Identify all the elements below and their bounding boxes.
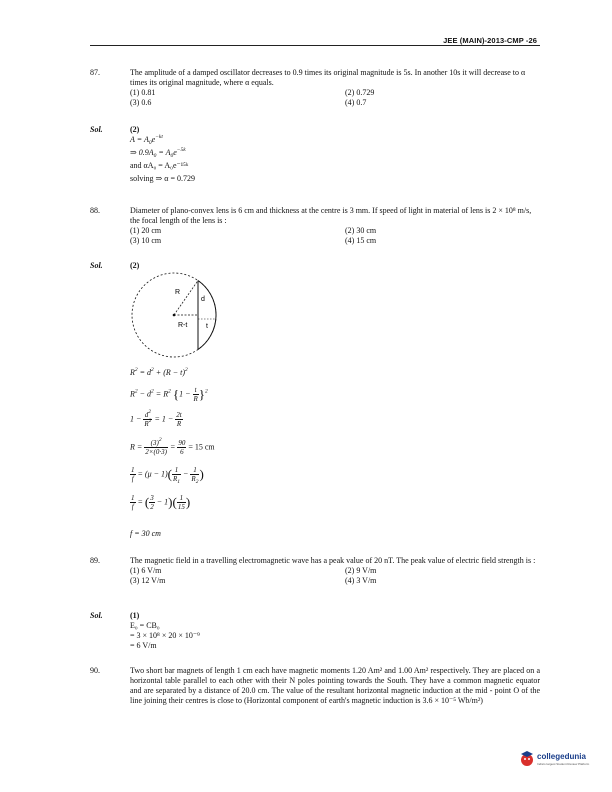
answer: (2)	[130, 125, 140, 134]
equation: $R^2 = d^2 + (R - t)^2$	[130, 367, 188, 377]
answer: (2)	[130, 261, 140, 270]
label-t: t	[206, 323, 208, 330]
equation: ⇒ $0.9A_0 = A_0e^{-5k}$	[130, 147, 186, 159]
option-2: (2) 9 V/m	[345, 566, 377, 575]
equation: solving ⇒ α = 0.729	[130, 174, 195, 183]
solution-label: Sol.	[90, 125, 103, 134]
question-text: The amplitude of a damped oscillator decreases to 0.9 times its original magnitude is 5s. In another 10s it will decrease to α times its original magnitude, where α equals.	[130, 68, 526, 87]
solution-87	[130, 125, 195, 184]
question-89	[130, 556, 540, 586]
option-3: (3) 10 cm	[130, 236, 162, 245]
option-4: (4) 3 V/m	[345, 576, 377, 585]
option-1: (1) 6 V/m	[130, 566, 162, 575]
option-4: (4) 0.7	[345, 98, 367, 107]
options	[130, 566, 540, 586]
header-rule	[90, 45, 540, 46]
logo-tagline: India's largest Student Review Platform	[537, 762, 590, 766]
question-number: 89.	[90, 556, 100, 565]
equation: = 3 × 10⁸ × 20 × 10⁻⁹	[130, 631, 200, 640]
option-1: (1) 0.81	[130, 88, 156, 97]
option-2: (2) 30 cm	[345, 226, 377, 235]
question-text: Diameter of plano-convex lens is 6 cm and thickness at the centre is 3 mm. If speed of light in material of lens is 2 × 10⁸ m/s, the focal length of the lens is :	[130, 206, 532, 225]
mascot-icon	[519, 750, 535, 768]
solution-89	[130, 611, 200, 651]
page-header: JEE (MAIN)-2013-CMP -26	[443, 36, 537, 45]
question-88	[130, 206, 540, 246]
equation: $\frac{1}{f}$ = ( $\frac{3}{2}$ − 1)( $\frac{1}{15}$ )	[131, 494, 191, 511]
option-3: (3) 0.6	[130, 98, 152, 107]
equation: E₀ = CB₀	[130, 621, 160, 630]
question-text: Two short bar magnets of length 1 cm each have magnetic moments 1.20 Am² and 1.00 Am² respectively. They are placed on a horizontal table parallel to each other with their N poles pointing towards the South. They have a common magnetic equator and are separated by a distance of 20.0 cm. The value of the resultant horizontal magnetic induction at the mid - point O of the line joining their centres is close to (Horizontal component of earth's magnetic induction is 3.6 × 10⁻⁵ Wb/m²)	[130, 666, 540, 705]
option-1: (1) 20 cm	[130, 226, 162, 235]
question-87	[130, 68, 540, 108]
option-3: (3) 12 V/m	[130, 576, 166, 585]
answer: (1)	[130, 611, 140, 620]
options	[130, 226, 540, 246]
equation: $\frac{1}{f}$ = (μ − 1)( $\frac{1}{R_1}$ − $\frac{1}{R_2}$ )	[131, 466, 204, 485]
question-number: 88.	[90, 206, 100, 215]
option-2: (2) 0.729	[345, 88, 375, 97]
solution-label: Sol.	[90, 611, 103, 620]
option-4: (4) 15 cm	[345, 236, 377, 245]
lens-diagram	[126, 268, 226, 360]
lens-arc	[198, 281, 216, 350]
question-number: 90.	[90, 666, 100, 675]
equation: and αA₀ = A₀e⁻¹⁵ᵏ	[130, 161, 189, 170]
solution-label: Sol.	[90, 261, 103, 270]
label-r-minus-t: R-t	[178, 322, 188, 329]
radius-line	[174, 281, 198, 316]
label-d: d	[201, 296, 205, 303]
result: f = 30 cm	[130, 529, 161, 538]
label-r: R	[175, 289, 181, 296]
r-value: = 15 cm	[188, 442, 215, 452]
equation: $R^2 - d^2 = R^2$ {1 − $\frac{t}{R}$ }$^2$	[130, 386, 208, 403]
options	[130, 88, 540, 108]
equation: = 6 V/m	[130, 641, 157, 650]
equation: $A = A_0e^{-kt}$	[130, 134, 163, 146]
equation: 1 − $\frac{d^2}{R^2}$ = 1 − $\frac{2t}{R}$	[130, 409, 182, 428]
question-text: The magnetic field in a travelling electromagnetic wave has a peak value of 20 nT. The peak value of electric field strength is :	[130, 556, 536, 565]
question-number: 87.	[90, 68, 100, 77]
question-90	[130, 666, 540, 706]
equation: R = $\frac{(3)^2}{2\times(0\cdot 3)}$ = $\frac{90}{6}$ = 15 cm	[130, 437, 215, 456]
logo-name: collegedunia	[537, 752, 586, 761]
